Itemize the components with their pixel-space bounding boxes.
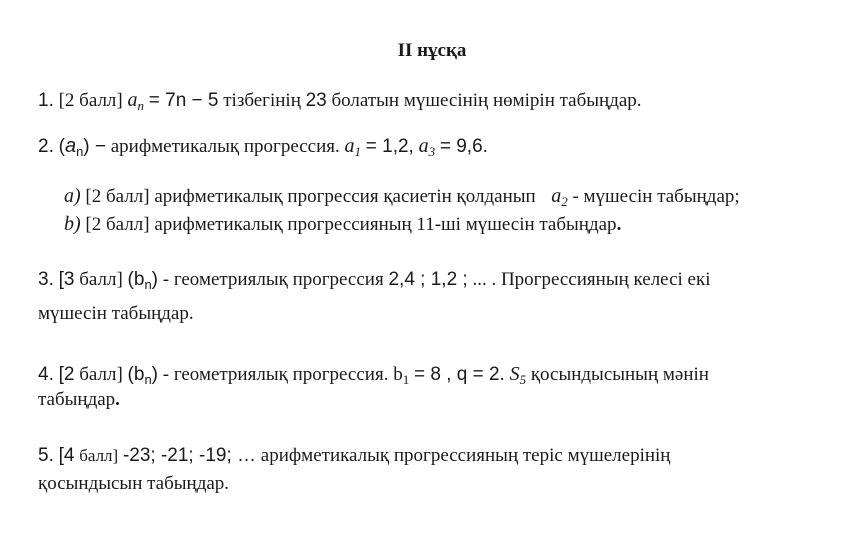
question-text: арифметикалық прогрессия. xyxy=(110,136,340,157)
question-text: тізбегінің xyxy=(223,90,301,111)
sequence-values: 2,4 ; 1,2 ; xyxy=(388,269,468,290)
points-label: [2 балл] xyxy=(85,214,150,235)
formula-rhs: = 7n − 5 xyxy=(148,90,219,111)
question-2b xyxy=(64,212,621,237)
question-text: ... . Прогрессияның келесі екі xyxy=(472,269,711,290)
question-text: арифметикалық прогрессияның теріс мүшелерінің xyxy=(260,445,671,466)
question-4-continued xyxy=(38,388,120,412)
sequence-notation: $(a_n)$ − xyxy=(58,135,106,159)
question-2a xyxy=(64,184,740,209)
sequence-notation: $(b_n)$ xyxy=(127,269,158,292)
a1-value: = 1,2, xyxy=(365,136,414,157)
question-text: қосындысының мәнін xyxy=(530,364,709,385)
question-5-continued xyxy=(38,472,229,496)
question-number: 1. xyxy=(38,90,54,111)
a3-value: = 9,6. xyxy=(439,136,488,157)
sum-term: $S_5$ xyxy=(509,363,527,387)
points-label: [2 балл] xyxy=(58,90,123,111)
question-number: 5. xyxy=(38,445,54,466)
question-4 xyxy=(38,362,709,387)
question-2 xyxy=(38,134,488,159)
question-text: арифметикалық прогрессияның 11-ші мүшесін табыңдар xyxy=(154,214,617,235)
question-text: мүшесін табыңдар. xyxy=(38,303,194,324)
target-value: 23 xyxy=(305,90,327,111)
question-1 xyxy=(38,88,642,113)
question-text: қосындысын табыңдар. xyxy=(38,473,230,494)
points-label: [3 балл] xyxy=(58,269,123,290)
points-label: [2 балл] xyxy=(58,364,123,385)
question-number: 3. xyxy=(38,269,54,290)
question-text: - мүшесін табыңдар; xyxy=(572,186,740,207)
a3-term: $a_3$ xyxy=(418,135,436,159)
question-3-continued xyxy=(38,302,194,326)
points-label: [4 балл] xyxy=(58,445,119,466)
period: . xyxy=(616,214,622,235)
sequence-notation: $(b_n)$ xyxy=(127,364,158,387)
question-text: арифметикалық прогрессия қасиетін қолданып xyxy=(154,186,536,207)
question-5 xyxy=(38,444,670,468)
sequence-values: -23; -21; -19; … xyxy=(122,445,257,466)
question-number: 4. xyxy=(38,364,54,385)
period: . xyxy=(115,389,120,410)
question-text: табыңдар xyxy=(38,389,116,410)
question-3 xyxy=(38,268,710,292)
question-number: 2. xyxy=(38,136,54,157)
points-label: [2 балл] xyxy=(85,186,150,207)
formula-term: $a_n$ xyxy=(127,89,144,113)
question-text: - геометриялық прогрессия xyxy=(162,269,384,290)
a1-term: $a_1$ xyxy=(344,135,362,159)
a2-term: $a_2$ xyxy=(551,185,568,209)
subquestion-label: a) xyxy=(64,185,81,207)
question-text: - геометриялық прогрессия. $b_1$ xyxy=(162,364,410,387)
variant-title: II нұсқа xyxy=(397,40,467,61)
question-text: болатын мүшесінің нөмірін табыңдар. xyxy=(331,90,642,111)
given-values: = 8 , q = 2. xyxy=(413,364,505,385)
subquestion-label: b) xyxy=(64,213,81,235)
